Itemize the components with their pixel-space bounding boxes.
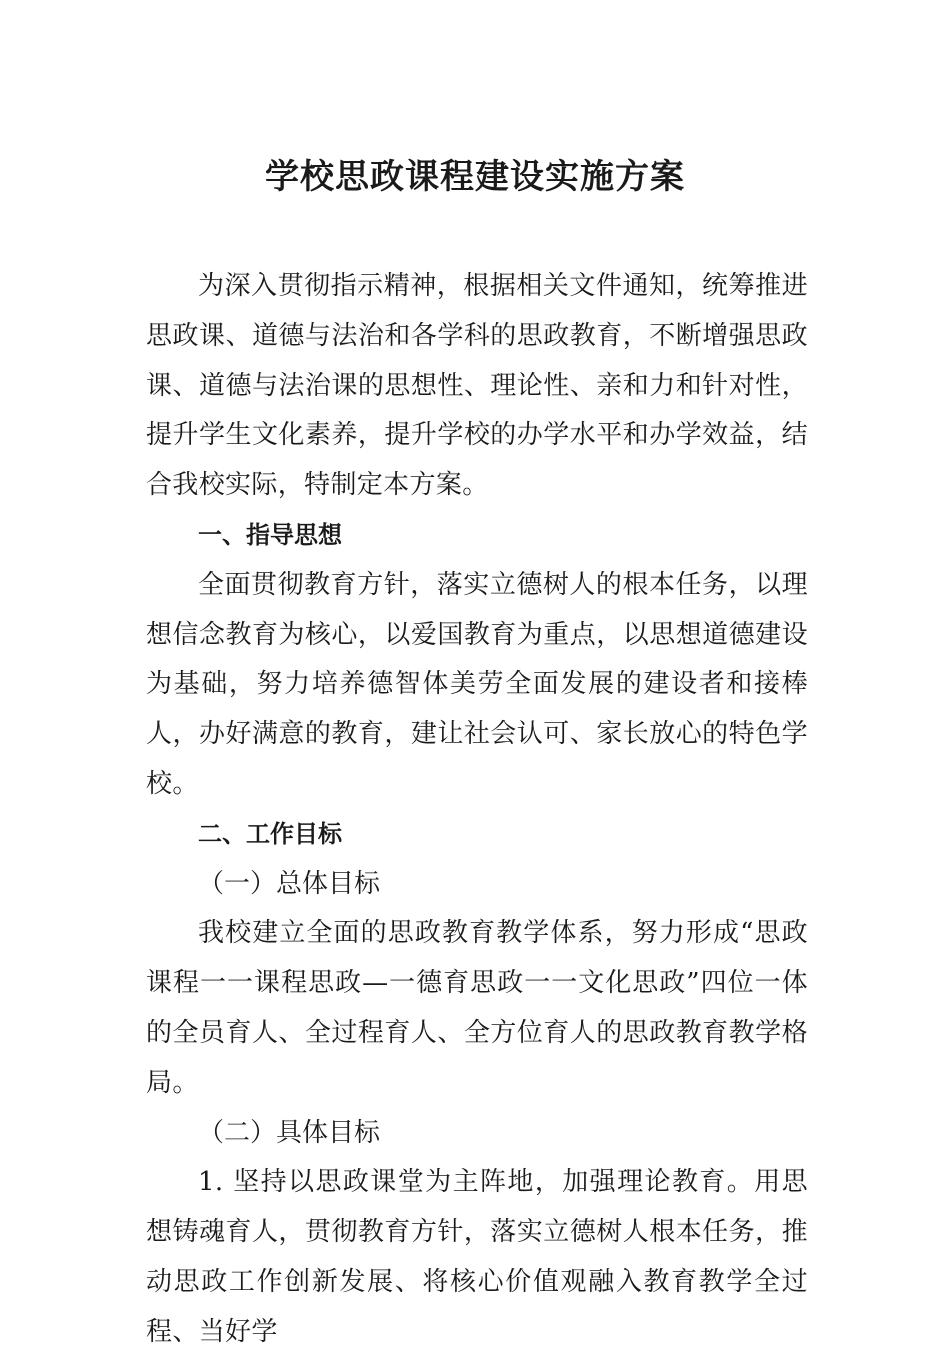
subheading-specific-goals: （二）具体目标 bbox=[198, 1117, 381, 1148]
subheading-overall-goal: （一）总体目标 bbox=[198, 868, 381, 899]
document-title: 学校思政课程建设实施方案 bbox=[265, 157, 685, 197]
section-heading-guiding-ideology: 一、指导思想 bbox=[198, 520, 342, 549]
guiding-ideology-paragraph: 全面贯彻教育方针，落实立德树人的根本任务，以理想信念教育为核心，以爱国教育为重点，以思想道德建设为基础，努力培养德智体美劳全面发展的建设者和接棒人，办好满意的教育，建让社会认可、家长放心的特色学校。 bbox=[146, 569, 808, 799]
overall-goal-paragraph: 我校建立全面的思政教育教学体系，努力形成“思政课程一一课程思政—一德育思政一一文化思政”四位一体的全员育人、全过程育人、全方位育人的思政教育教学格局。 bbox=[146, 918, 808, 1098]
document-body bbox=[146, 262, 808, 1358]
section-heading-work-goals: 二、工作目标 bbox=[198, 819, 342, 848]
intro-paragraph: 为深入贯彻指示精神，根据相关文件通知，统筹推进思政课、道德与法治和各学科的思政教育，不断增强思政课、道德与法治课的思想性、理论性、亲和力和针对性，提升学生文化素养，提升学校的办学水平和办学效益，结合我校实际，特制定本方案。 bbox=[146, 271, 808, 501]
specific-goal-item-1: 1. 坚持以思政课堂为主阵地，加强理论教育。用思想铸魂育人，贯彻教育方针，落实立德树人根本任务，推动思政工作创新发展、将核心价值观融入教育教学全过程、当好学 bbox=[146, 1167, 808, 1347]
